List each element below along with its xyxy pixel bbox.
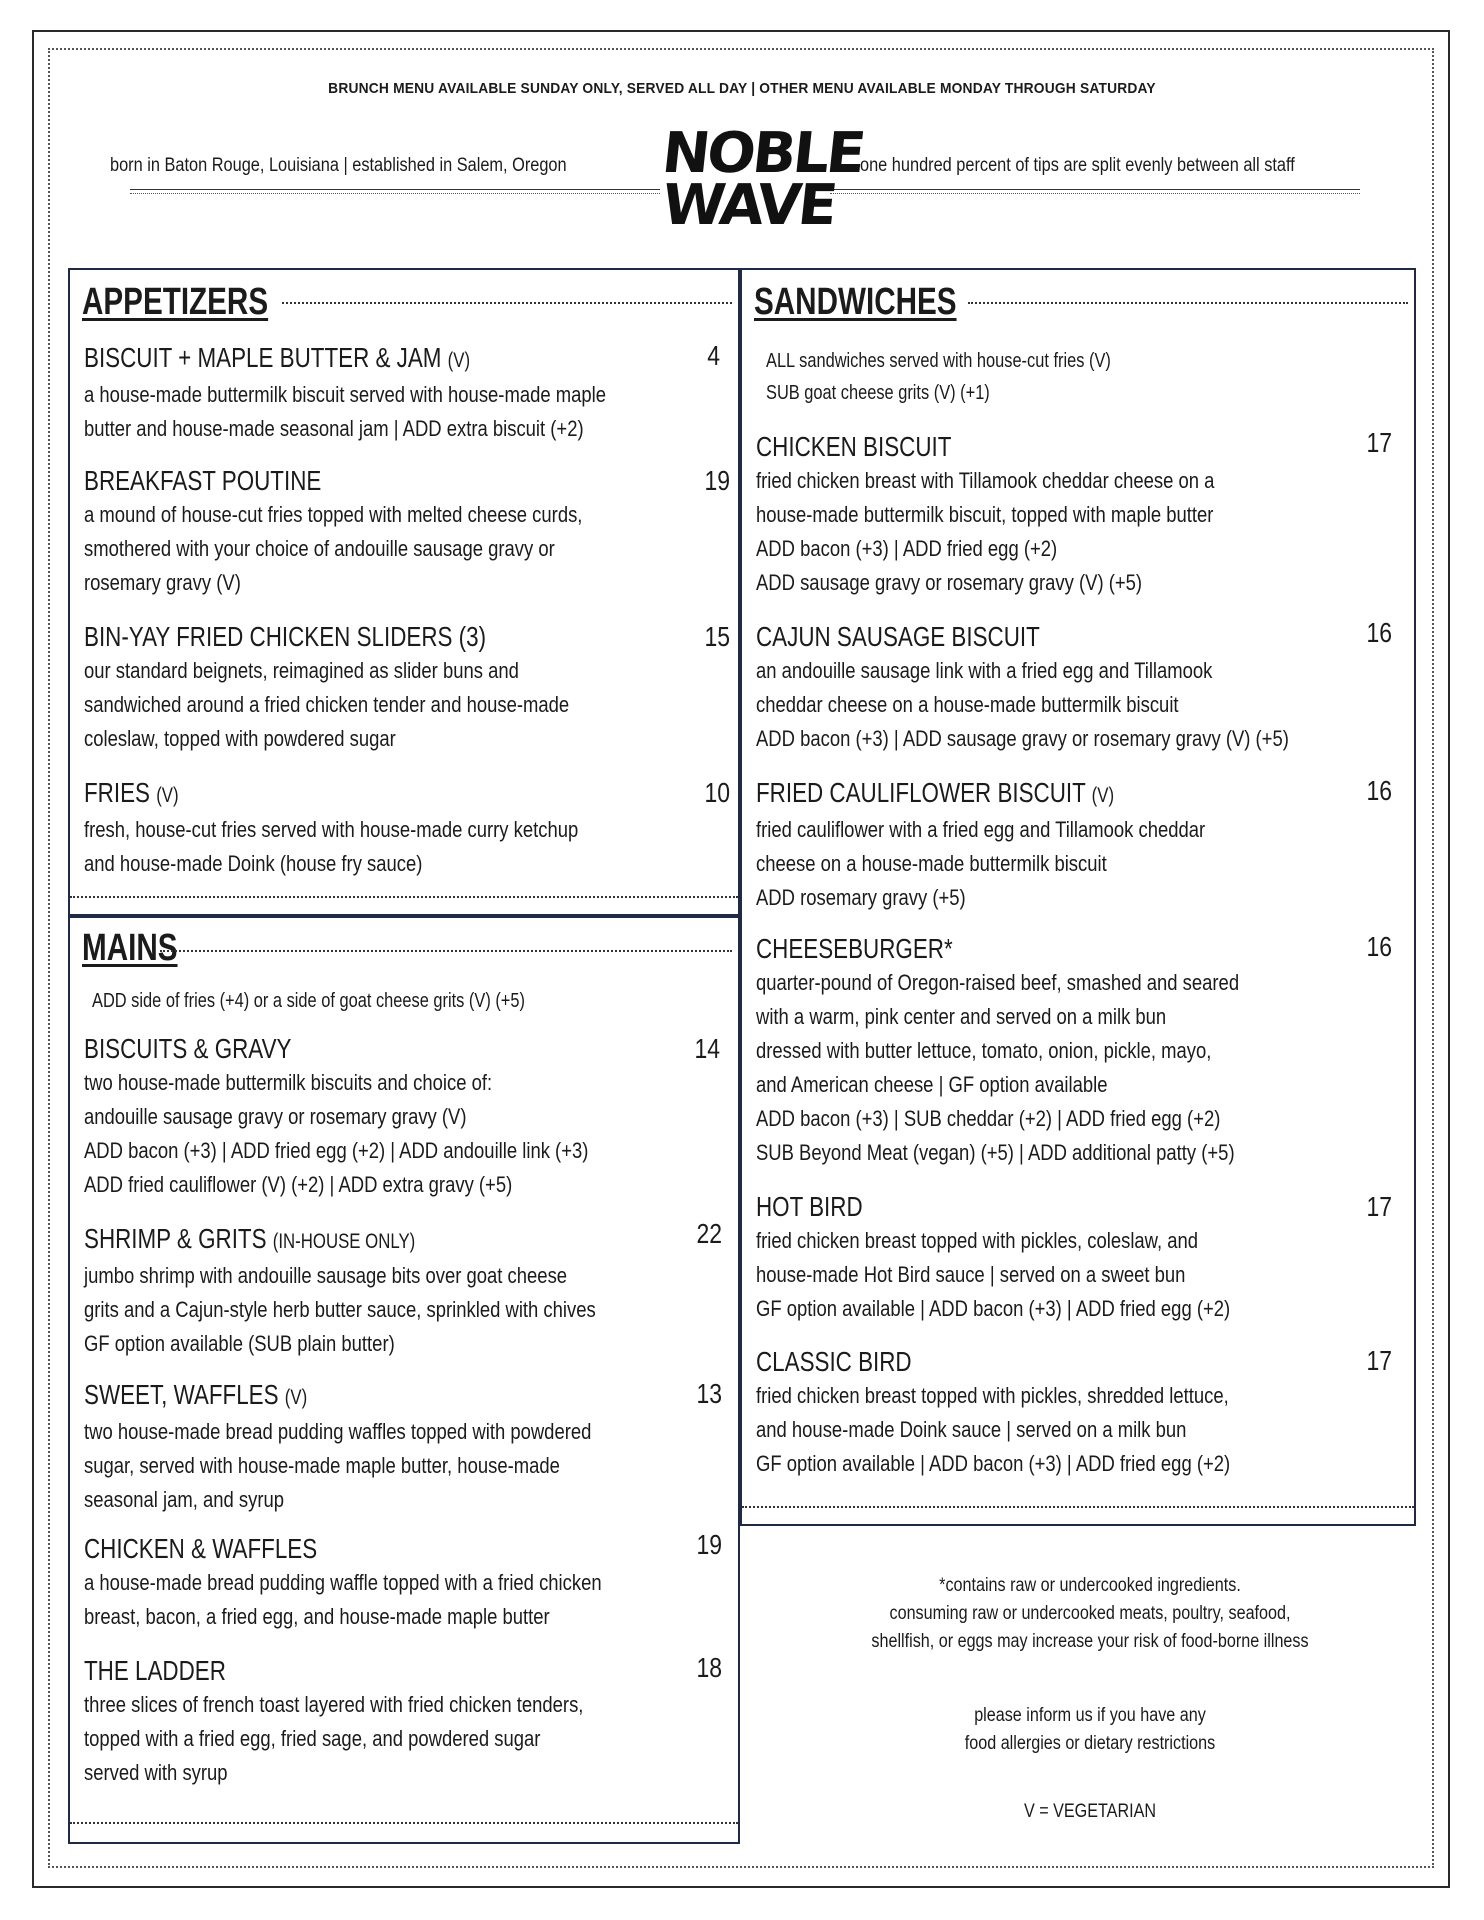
- item-name: SWEET, WAFFLES: [84, 1379, 279, 1410]
- sandwiches-bottom-dots: [742, 1506, 1414, 1508]
- item-price: 22: [696, 1218, 722, 1249]
- item-desc-line: house-made Hot Bird sauce | served on a sweet bun: [756, 1262, 1186, 1287]
- item-price: 18: [696, 1652, 722, 1683]
- item-name: BREAKFAST POUTINE: [84, 465, 322, 496]
- item-desc-line: ADD bacon (+3) | SUB cheddar (+2) | ADD fried egg (+2): [756, 1106, 1221, 1131]
- item-desc-line: seasonal jam, and syrup: [84, 1487, 284, 1512]
- allergy-notice: [810, 1702, 1371, 1758]
- item-name: CAJUN SAUSAGE BISCUIT: [756, 621, 1040, 652]
- logo-word-noble: NOBLE: [658, 121, 866, 186]
- item-name: BISCUIT + MAPLE BUTTER & JAM: [84, 342, 442, 373]
- appetizers-title: APPETIZERS: [82, 281, 269, 323]
- noble-wave-logo: [658, 121, 866, 243]
- item-desc-line: butter and house-made seasonal jam | ADD extra biscuit (+2): [84, 416, 584, 441]
- item-desc-line: ADD rosemary gravy (+5): [756, 885, 966, 910]
- item-desc-line: with a warm, pink center and served on a milk bun: [756, 1004, 1167, 1029]
- menu-item: [84, 1222, 708, 1361]
- item-price: 19: [696, 1529, 722, 1560]
- item-desc-line: cheese on a house-made buttermilk biscuit: [756, 851, 1107, 876]
- item-desc-line: GF option available (SUB plain butter): [84, 1331, 395, 1356]
- item-price: 17: [1366, 1191, 1392, 1222]
- item-tag: (V): [1091, 784, 1115, 807]
- item-price: 10: [704, 777, 730, 808]
- tagline-rule-left: [130, 189, 660, 190]
- item-desc-line: an andouille sausage link with a fried egg and Tillamook: [756, 658, 1213, 683]
- availability-banner: BRUNCH MENU AVAILABLE SUNDAY ONLY, SERVED ALL DAY | OTHER MENU AVAILABLE MONDAY THROUGH SATURDAY: [328, 80, 1156, 97]
- item-desc-line: house-made buttermilk biscuit, topped with maple butter: [756, 502, 1214, 527]
- item-desc-line: ADD bacon (+3) | ADD fried egg (+2) | ADD andouille link (+3): [84, 1138, 589, 1163]
- item-name: SHRIMP & GRITS: [84, 1223, 267, 1254]
- item-desc-line: SUB Beyond Meat (vegan) (+5) | ADD additional patty (+5): [756, 1140, 1235, 1165]
- item-desc-line: and house-made Doink (house fry sauce): [84, 851, 423, 876]
- vegetarian-legend: V = VEGETARIAN: [1023, 1801, 1157, 1822]
- item-desc-line: rosemary gravy (V): [84, 570, 241, 595]
- item-name: BIN-YAY FRIED CHICKEN SLIDERS (3): [84, 621, 487, 652]
- tagline-dots-right: [830, 193, 1360, 194]
- item-name: BISCUITS & GRAVY: [84, 1033, 292, 1064]
- item-price: 16: [1366, 931, 1392, 962]
- item-desc-line: ADD sausage gravy or rosemary gravy (V) (+5): [756, 570, 1143, 595]
- item-price: 15: [704, 621, 730, 652]
- menu-item: [756, 620, 1406, 756]
- item-price: 16: [1366, 617, 1392, 648]
- menu-item: [84, 341, 721, 446]
- item-desc-line: jumbo shrimp with andouille sausage bits over goat cheese: [84, 1263, 568, 1288]
- item-name: CLASSIC BIRD: [756, 1346, 912, 1377]
- sandwiches-title: SANDWICHES: [754, 281, 957, 323]
- item-desc-line: smothered with your choice of andouille sausage gravy or: [84, 536, 555, 561]
- item-desc-line: fresh, house-cut fries served with house-made curry ketchup: [84, 817, 579, 842]
- warning-line: shellfish, or eggs may increase your risk of food-borne illness: [871, 1631, 1309, 1652]
- item-desc-line: coleslaw, topped with powdered sugar: [84, 726, 396, 751]
- item-desc-line: fried chicken breast topped with pickles, coleslaw, and: [756, 1228, 1199, 1253]
- menu-item: [84, 1532, 715, 1634]
- sandwiches-note-fries: ALL sandwiches served with house-cut fries (V): [766, 350, 1111, 372]
- tagline-dots-left: [130, 193, 660, 194]
- menu-item: [84, 1378, 703, 1517]
- item-name: FRIES: [84, 777, 150, 808]
- item-desc-line: andouille sausage gravy or rosemary gravy (V): [84, 1104, 467, 1129]
- menu-item: [756, 776, 1304, 915]
- mains-note: ADD side of fries (+4) or a side of goat cheese grits (V) (+5): [92, 990, 525, 1012]
- item-desc-line: grits and a Cajun-style herb butter sauce, sprinkled with chives: [84, 1297, 596, 1322]
- item-tag: (IN-HOUSE ONLY): [272, 1230, 416, 1253]
- item-price: 17: [1366, 427, 1392, 458]
- tips-tagline: one hundred percent of tips are split evenly between all staff: [860, 155, 1295, 176]
- item-price: 14: [694, 1033, 720, 1064]
- item-desc-line: and American cheese | GF option available: [756, 1072, 1108, 1097]
- item-desc-line: a house-made buttermilk biscuit served with house-made maple: [84, 382, 606, 407]
- item-desc-line: dressed with butter lettuce, tomato, onion, pickle, mayo,: [756, 1038, 1212, 1063]
- item-desc-line: breast, bacon, a fried egg, and house-made maple butter: [84, 1604, 550, 1629]
- menu-item: [756, 1190, 1334, 1326]
- warning-line: *contains raw or undercooked ingredients.: [939, 1575, 1241, 1596]
- item-desc-line: sandwiched around a fried chicken tender and house-made: [84, 692, 570, 717]
- menu-item: [756, 430, 1315, 600]
- item-tag: (V): [447, 349, 471, 372]
- appetizers-title-dots: [282, 302, 732, 304]
- item-name: HOT BIRD: [756, 1191, 863, 1222]
- item-desc-line: ADD bacon (+3) | ADD fried egg (+2): [756, 536, 1058, 561]
- item-desc-line: our standard beignets, reimagined as slider buns and: [84, 658, 519, 683]
- item-price: 13: [696, 1378, 722, 1409]
- item-name: CHEESEBURGER*: [756, 933, 953, 964]
- allergy-line: food allergies or dietary restrictions: [964, 1733, 1216, 1754]
- item-desc-line: ADD bacon (+3) | ADD sausage gravy or rosemary gravy (V) (+5): [756, 726, 1289, 751]
- item-desc-line: two house-made buttermilk biscuits and choice of:: [84, 1070, 493, 1095]
- logo-word-wave: WAVE: [658, 173, 838, 238]
- menu-item: [84, 620, 676, 756]
- menu-item: [84, 464, 692, 600]
- menu-item: [756, 932, 1345, 1170]
- item-desc-line: topped with a fried egg, fried sage, and powdered sugar: [84, 1726, 541, 1751]
- menu-item: [84, 776, 687, 881]
- item-desc-line: fried cauliflower with a fried egg and Tillamook cheddar: [756, 817, 1206, 842]
- tagline-rule-right: [830, 189, 1360, 190]
- item-name: CHICKEN & WAFFLES: [84, 1533, 318, 1564]
- item-desc-line: cheddar cheese on a house-made buttermilk biscuit: [756, 692, 1179, 717]
- mains-title: MAINS: [82, 927, 178, 969]
- item-desc-line: three slices of french toast layered with fried chicken tenders,: [84, 1692, 584, 1717]
- allergy-line: please inform us if you have any: [974, 1705, 1206, 1726]
- appetizers-bottom-dots: [70, 896, 738, 898]
- menu-item: [756, 1345, 1334, 1481]
- sandwiches-title-dots: [968, 302, 1408, 304]
- item-desc-line: ADD fried cauliflower (V) (+2) | ADD extra gravy (+5): [84, 1172, 513, 1197]
- item-price: 16: [1366, 775, 1392, 806]
- item-name: THE LADDER: [84, 1655, 226, 1686]
- origin-tagline: born in Baton Rouge, Louisiana | established in Salem, Oregon: [110, 155, 567, 176]
- item-name: FRIED CAULIFLOWER BISCUIT: [756, 777, 1086, 808]
- sandwiches-note-grits: SUB goat cheese grits (V) (+1): [766, 382, 990, 404]
- item-desc-line: sugar, served with house-made maple butter, house-made: [84, 1453, 560, 1478]
- warning-line: consuming raw or undercooked meats, poultry, seafood,: [889, 1603, 1291, 1624]
- item-tag: (V): [284, 1386, 308, 1409]
- menu-item: [84, 1032, 699, 1202]
- mains-title-dots: [160, 950, 732, 952]
- item-desc-line: and house-made Doink sauce | served on a milk bun: [756, 1417, 1187, 1442]
- item-desc-line: fried chicken breast with Tillamook cheddar cheese on a: [756, 468, 1215, 493]
- item-desc-line: a house-made bread pudding waffle topped with a fried chicken: [84, 1570, 602, 1595]
- item-desc-line: fried chicken breast topped with pickles, shredded lettuce,: [756, 1383, 1229, 1408]
- item-desc-line: two house-made bread pudding waffles topped with powdered: [84, 1419, 592, 1444]
- item-desc-line: quarter-pound of Oregon-raised beef, smashed and seared: [756, 970, 1240, 995]
- item-name: CHICKEN BISCUIT: [756, 431, 952, 462]
- item-desc-line: a mound of house-cut fries topped with melted cheese curds,: [84, 502, 583, 527]
- item-tag: (V): [156, 784, 179, 807]
- item-desc-line: GF option available | ADD bacon (+3) | ADD fried egg (+2): [756, 1296, 1231, 1321]
- raw-food-warning: [810, 1572, 1371, 1656]
- mains-bottom-dots: [70, 1822, 738, 1824]
- item-desc-line: served with syrup: [84, 1760, 228, 1785]
- item-price: 17: [1366, 1345, 1392, 1376]
- item-desc-line: GF option available | ADD bacon (+3) | ADD fried egg (+2): [756, 1451, 1231, 1476]
- item-price: 19: [704, 465, 730, 496]
- item-price: 4: [707, 340, 720, 371]
- menu-item: [84, 1654, 693, 1790]
